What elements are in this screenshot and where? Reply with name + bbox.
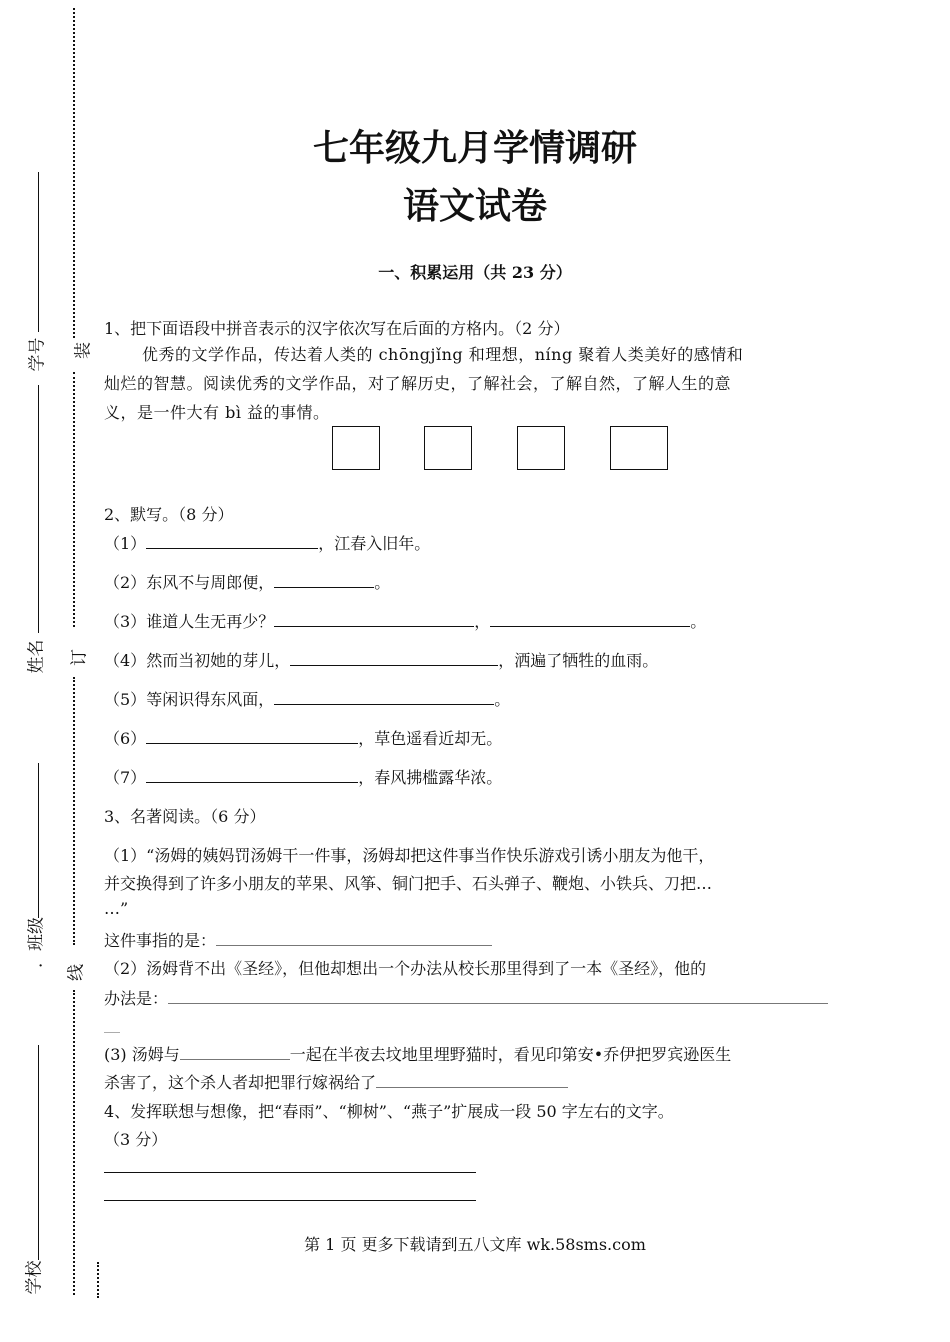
name-field-line[interactable] (38, 385, 39, 633)
q3-sub1-line: 并交换得到了许多小朋友的苹果、风筝、铜门把手、石头弹子、鞭炮、小铁兵、刀把… (104, 874, 713, 893)
cut-label-xian: 线 (66, 964, 87, 981)
answer-box-4[interactable] (610, 426, 668, 470)
question-1-passage (104, 340, 849, 427)
page-subtitle: 语文试卷 (402, 186, 547, 227)
q3-sub1-line: （1）“汤姆的姨妈罚汤姆干一件事，汤姆却把这件事当作快乐游戏引诱小朋友为他干， (104, 846, 715, 865)
question-2-prompt: 2、默写。（8 分） (104, 505, 234, 524)
question-3-prompt: 3、名著阅读。（6 分） (104, 807, 266, 826)
question-1-prompt: 1、把下面语段中拼音表示的汉字依次写在后面的方格内。（2 分） (104, 319, 570, 338)
name-label: 姓名 (26, 639, 47, 674)
page-title: 七年级九月学情调研 (312, 128, 637, 169)
dictation-item-2: （2）东风不与周郎便， 。 (104, 573, 391, 592)
answer-blank[interactable] (376, 1073, 568, 1088)
school-field-line[interactable] (38, 1045, 39, 1260)
class-label: ．班级 (26, 917, 47, 968)
answer-blank[interactable] (168, 989, 828, 1004)
answer-box-3[interactable] (517, 426, 565, 470)
binding-dotted-line (73, 8, 75, 338)
answer-blank[interactable] (274, 573, 374, 588)
answer-box-2[interactable] (424, 426, 472, 470)
q3-sub3-line: (3) 汤姆与 一起在半夜去坟地里埋野猫时，看见印第安•乔伊把罗宾逊医生 (104, 1045, 732, 1064)
answer-blank[interactable] (180, 1045, 290, 1060)
answer-blank[interactable] (490, 612, 690, 627)
passage-line: 优秀的文学作品，传达着人类的 chōngjǐng 和理想，níng 聚着人类美好的感情和 (142, 345, 744, 364)
question-4-prompt: 4、发挥联想与想像，把“春雨”、“柳树”、“燕子”扩展成一段 50 字左右的文字。 (104, 1102, 674, 1121)
cut-label-ding: 订 (69, 649, 90, 666)
dictation-item-4: （4）然而当初她的芽儿， ，洒遍了牺牲的血雨。 (104, 651, 659, 670)
dictation-item-3: （3）谁道人生无再少？ ， 。 (104, 612, 707, 631)
page-footer: 第 1 页 更多下载请到五八文库 wk.58sms.com (304, 1235, 646, 1254)
answer-blank[interactable] (290, 651, 498, 666)
passage-line: 义，是一件大有 bì 益的事情。 (104, 403, 330, 422)
passage-line: 灿烂的智慧。阅读优秀的文学作品，对了解历史，了解社会，了解自然，了解人生的意 (104, 374, 732, 393)
answer-blank[interactable] (146, 768, 358, 783)
answer-box-1[interactable] (332, 426, 380, 470)
q3-sub2-answer: 办法是： (104, 986, 828, 1009)
answer-blank[interactable] (274, 612, 474, 627)
binding-dotted-line (97, 1262, 99, 1298)
writing-line[interactable] (104, 1172, 476, 1173)
section-heading: 一、积累运用（共 23 分） (378, 263, 572, 282)
binding-dotted-line (73, 372, 75, 627)
dictation-item-6: （6） ，草色遥看近却无。 (104, 729, 503, 748)
cut-label-zhuang: 装 (73, 342, 94, 359)
answer-blank[interactable] (146, 534, 318, 549)
student-id-label: 学号 (27, 337, 48, 372)
q3-sub1-line: …” (104, 899, 129, 918)
q3-sub1-answer: 这件事指的是： (104, 928, 492, 951)
q3-sub2-line: （2）汤姆背不出《圣经》，但他却想出一个办法从校长那里得到了一本《圣经》，他的 (104, 959, 707, 978)
answer-blank[interactable] (146, 729, 358, 744)
binding-dotted-line (73, 677, 75, 945)
answer-blank[interactable] (274, 690, 494, 705)
writing-line[interactable] (104, 1200, 476, 1201)
q3-sub2-tail: __ (104, 1014, 120, 1033)
dictation-item-1: （1） ，江春入旧年。 (104, 534, 431, 553)
dictation-item-7: （7） ，春风拂槛露华浓。 (104, 768, 503, 787)
q3-sub3-line: 杀害了，这个杀人者却把罪行嫁祸给了 (104, 1070, 568, 1093)
school-label: 学校 (24, 1260, 45, 1295)
answer-blank[interactable] (216, 931, 492, 946)
class-field-line[interactable] (38, 763, 39, 918)
dictation-item-5: （5）等闲识得东风面， 。 (104, 690, 511, 709)
question-4-prompt: （3 分） (104, 1130, 168, 1149)
